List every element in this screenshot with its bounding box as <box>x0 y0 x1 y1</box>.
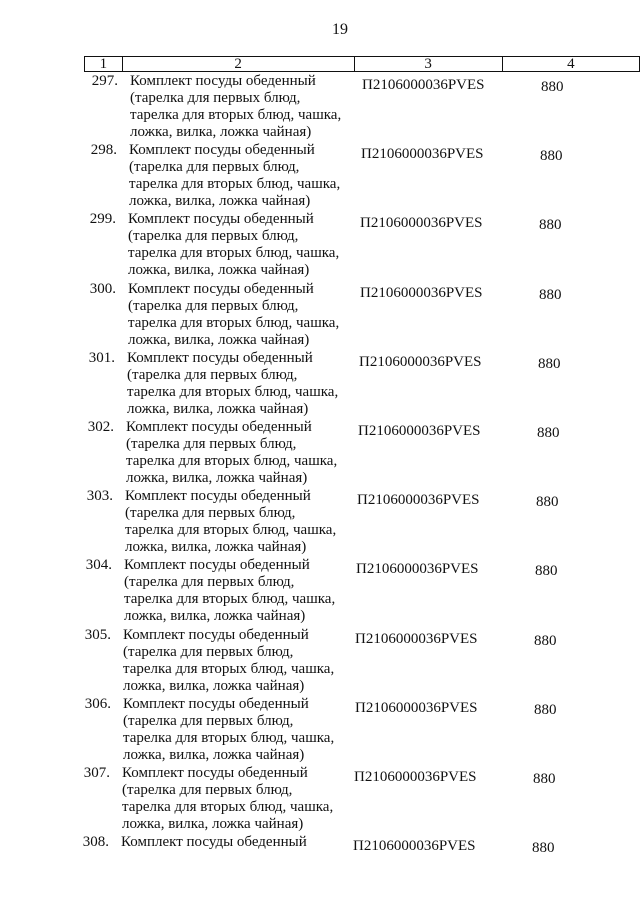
row-number: 305. <box>84 626 111 643</box>
item-name-line: Комплект посуды обеденный <box>128 280 314 297</box>
item-name-line: Комплект посуды обеденный <box>126 418 312 435</box>
row-number: 300. <box>89 280 116 297</box>
header-col-3: 3 <box>354 57 502 72</box>
item-code: П2106000036PVES <box>353 838 476 855</box>
item-name-line: ложка, вилка, ложка чайная) <box>123 677 305 694</box>
item-name <box>121 834 307 851</box>
item-name-line: (тарелка для первых блюд, <box>122 781 293 798</box>
item-quantity: 880 <box>539 217 562 234</box>
page-number: 19 <box>332 21 348 38</box>
item-name-line: Комплект посуды обеденный <box>129 142 315 159</box>
table-row <box>0 281 640 350</box>
item-name-line: тарелка для вторых блюд, чашка, <box>129 176 341 193</box>
table-row <box>0 73 640 142</box>
item-name-line: (тарелка для первых блюд, <box>123 643 294 660</box>
table-row <box>0 419 640 488</box>
item-name-line: Комплект посуды обеденный <box>128 211 314 228</box>
item-code: П2106000036PVES <box>357 492 480 509</box>
item-quantity: 880 <box>540 148 563 165</box>
item-name-line: ложка, вилка, ложка чайная) <box>128 331 310 348</box>
item-code: П2106000036PVES <box>356 561 479 578</box>
item-name-line: (тарелка для первых блюд, <box>123 712 294 729</box>
item-name-line: ложка, вилка, ложка чайная) <box>122 815 304 832</box>
item-name <box>123 627 334 695</box>
item-name-line: (тарелка для первых блюд, <box>124 574 295 591</box>
item-name-line: (тарелка для первых блюд, <box>127 366 298 383</box>
item-name-line: ложка, вилка, ложка чайная) <box>126 469 308 486</box>
item-code: П2106000036PVES <box>360 215 483 232</box>
item-name-line: тарелка для вторых блюд, чашка, <box>123 729 335 746</box>
item-code: П2106000036PVES <box>361 146 484 163</box>
item-name-line: (тарелка для первых блюд, <box>128 228 299 245</box>
header-col-2: 2 <box>122 57 354 72</box>
item-name <box>126 419 337 487</box>
item-name <box>125 488 336 556</box>
row-number: 302. <box>87 418 114 435</box>
item-name-line: ложка, вилка, ложка чайная) <box>123 746 305 763</box>
item-code: П2106000036PVES <box>355 699 478 716</box>
item-name-line: (тарелка для первых блюд, <box>125 505 296 522</box>
table-row <box>0 350 640 419</box>
item-quantity: 880 <box>537 424 560 441</box>
table-row <box>0 488 640 557</box>
table-row <box>0 765 640 834</box>
header-col-1: 1 <box>85 57 123 72</box>
item-name-line: тарелка для вторых блюд, чашка, <box>122 798 334 815</box>
row-number: 303. <box>86 488 113 505</box>
item-quantity: 880 <box>541 79 564 95</box>
item-quantity: 880 <box>539 286 562 303</box>
table-row <box>0 211 640 280</box>
item-name-line: ложка, вилка, ложка чайная) <box>130 124 312 140</box>
item-code: П2106000036PVES <box>359 353 482 370</box>
item-name-line: тарелка для вторых блюд, чашка, <box>127 383 339 400</box>
item-name-line: тарелка для вторых блюд, чашка, <box>123 660 335 677</box>
item-name <box>122 765 333 833</box>
table-row <box>0 696 640 765</box>
row-number: 299. <box>89 211 116 228</box>
item-code: П2106000036PVES <box>362 77 485 93</box>
item-quantity: 880 <box>533 770 556 787</box>
item-name-line: тарелка для вторых блюд, чашка, <box>128 245 340 262</box>
item-quantity: 880 <box>534 632 557 649</box>
item-name <box>128 281 339 349</box>
row-number: 308. <box>82 834 109 851</box>
item-quantity: 880 <box>532 840 555 857</box>
row-number: 301. <box>88 349 115 366</box>
item-name-line: Комплект посуды обеденный <box>125 488 311 505</box>
item-name-line: тарелка для вторых блюд, чашка, <box>130 107 342 123</box>
table-row <box>0 834 640 903</box>
item-name-line: Комплект посуды обеденный <box>121 834 307 851</box>
item-name-line: (тарелка для первых блюд, <box>128 297 299 314</box>
item-name-line: тарелка для вторых блюд, чашка, <box>125 522 337 539</box>
item-name-line: Комплект посуды обеденный <box>123 626 309 643</box>
row-number: 298. <box>90 142 117 159</box>
item-name <box>124 557 335 625</box>
item-name-line: тарелка для вторых блюд, чашка, <box>124 591 336 608</box>
item-code: П2106000036PVES <box>360 284 483 301</box>
item-quantity: 880 <box>536 494 559 511</box>
row-number: 297. <box>91 73 118 89</box>
item-name-line: тарелка для вторых блюд, чашка, <box>128 314 340 331</box>
item-name-line: Комплект посуды обеденный <box>130 73 316 89</box>
item-name <box>130 73 341 141</box>
header-col-4: 4 <box>502 57 639 72</box>
table-header <box>84 56 640 72</box>
item-name-line: (тарелка для первых блюд, <box>129 159 300 176</box>
item-name-line: тарелка для вторых блюд, чашка, <box>126 452 338 469</box>
item-name-line: ложка, вилка, ложка чайная) <box>125 539 307 556</box>
item-name-line: Комплект посуды обеденный <box>124 557 310 574</box>
item-name <box>129 142 340 210</box>
table-row <box>0 627 640 696</box>
item-code: П2106000036PVES <box>358 422 481 439</box>
item-name-line: ложка, вилка, ложка чайная) <box>124 608 306 625</box>
item-name-line: Комплект посуды обеденный <box>127 349 313 366</box>
item-name-line: ложка, вилка, ложка чайная) <box>128 262 310 279</box>
item-name <box>127 350 338 418</box>
item-code: П2106000036PVES <box>355 630 478 647</box>
item-name <box>128 211 339 279</box>
table-body <box>0 73 640 903</box>
table-row <box>0 142 640 211</box>
item-quantity: 880 <box>534 701 557 718</box>
item-quantity: 880 <box>535 563 558 580</box>
item-name-line: Комплект посуды обеденный <box>122 764 308 781</box>
item-name-line: ложка, вилка, ложка чайная) <box>127 400 309 417</box>
row-number: 304. <box>85 557 112 574</box>
item-code: П2106000036PVES <box>354 768 477 785</box>
item-name-line: (тарелка для первых блюд, <box>130 90 301 106</box>
item-name-line: ложка, вилка, ложка чайная) <box>129 193 311 210</box>
item-name-line: (тарелка для первых блюд, <box>126 435 297 452</box>
row-number: 307. <box>83 764 110 781</box>
item-name <box>123 696 334 764</box>
item-name-line: Комплект посуды обеденный <box>123 695 309 712</box>
table-row <box>0 557 640 626</box>
row-number: 306. <box>84 695 111 712</box>
item-quantity: 880 <box>538 355 561 372</box>
